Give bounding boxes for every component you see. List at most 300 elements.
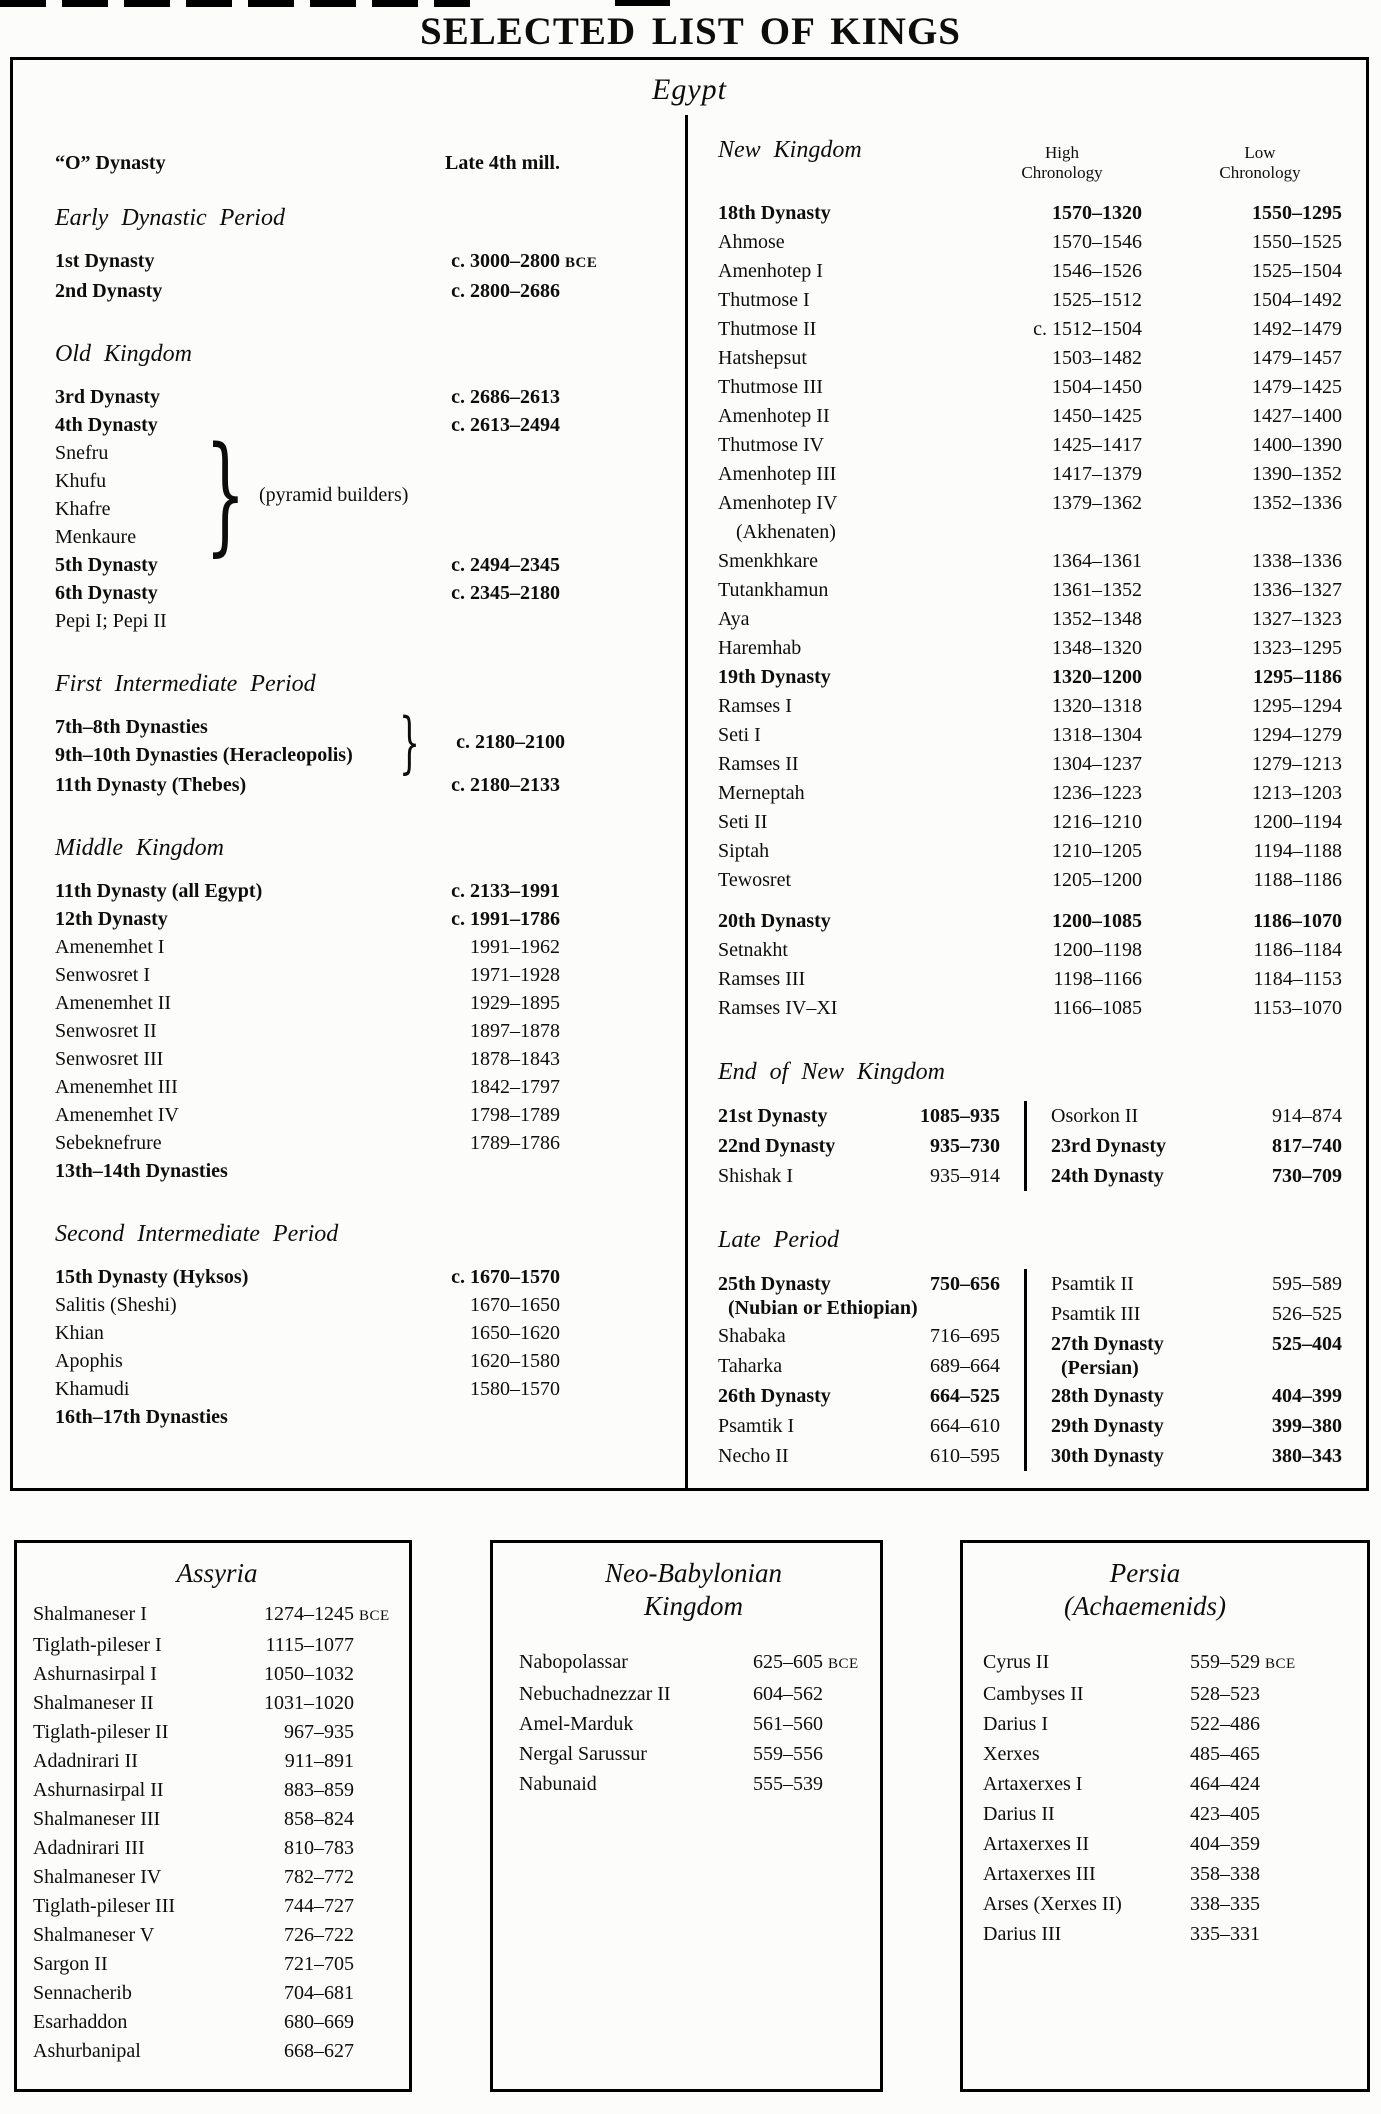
high-chronology-date: 1417–1379 [1052, 463, 1142, 485]
table-row [517, 1647, 870, 1679]
king-name: Ashurnasirpal II [33, 1779, 164, 1801]
middle-kingdom-rows [55, 877, 613, 1185]
high-chronology-date: 1425–1417 [1052, 434, 1142, 456]
king-name: Tiglath-pileser II [33, 1721, 169, 1743]
table-row [33, 1660, 401, 1689]
king-name: 18th Dynasty [718, 202, 831, 224]
second-intermediate-rows [55, 1263, 613, 1431]
low-chronology-column-header: Low Chronology [1219, 143, 1301, 182]
high-chronology-date: 1210–1205 [1052, 840, 1142, 862]
high-chronology-date: 1318–1304 [1052, 724, 1142, 746]
era-label: BCE [359, 1608, 390, 1624]
table-row [33, 2008, 401, 2037]
dynasty-date: c. 3000–2800 [451, 250, 560, 272]
table-row [718, 808, 1342, 837]
king-name: Amenhotep III [718, 463, 837, 485]
high-chronology-date: 1352–1348 [1052, 608, 1142, 630]
dynasty-name: Osorkon II [1051, 1105, 1139, 1127]
king-name: Sebeknefrure [55, 1132, 162, 1154]
dynasty-name: 11th Dynasty (Thebes) [55, 774, 247, 796]
king-name: Thutmose III [718, 376, 823, 398]
king-date: 704–681 [284, 1982, 354, 2004]
dynasty-date: 610–595 [930, 1445, 1000, 1467]
king-name: Artaxerxes II [983, 1833, 1090, 1855]
king-name: Khamudi [55, 1378, 130, 1400]
king-name: Xerxes [983, 1743, 1040, 1765]
high-chronology-date: 1200–1198 [1052, 939, 1142, 961]
era-label: BCE [565, 255, 598, 271]
king-date: 1620–1580 [470, 1350, 560, 1372]
king-date: 559–556 [753, 1743, 823, 1765]
dynasty-date: c. 2800–2686 [451, 280, 560, 302]
king-name: Darius III [983, 1923, 1062, 1945]
dynasty-name: 2nd Dynasty [55, 280, 163, 302]
table-row [718, 1161, 1000, 1191]
dynasty-name: 9th–10th Dynasties (Heracleopolis) [55, 744, 353, 766]
dynasty-name: 23rd Dynasty [1051, 1135, 1167, 1157]
king-date: 1929–1895 [470, 992, 560, 1014]
neo-babylonian-section [490, 1540, 883, 2092]
end-nk-right-rows [1024, 1101, 1342, 1191]
king-date: 810–783 [284, 1837, 354, 1859]
table-row [983, 1647, 1307, 1679]
table-row [1051, 1269, 1342, 1299]
assyria-rows [33, 1600, 401, 2066]
high-chronology-date: 1364–1361 [1052, 550, 1142, 572]
king-date: 604–562 [753, 1683, 823, 1705]
assyria-section [14, 1540, 412, 2092]
table-row [718, 431, 1342, 460]
late-period-table [718, 1269, 1342, 1471]
dynasty-date: 664–525 [930, 1385, 1000, 1407]
king-date: 1798–1789 [470, 1104, 560, 1126]
old-kingdom-rows-2 [55, 551, 613, 635]
king-date: 625–605 [753, 1651, 823, 1673]
table-row [718, 1411, 1000, 1441]
table-row [718, 1351, 1000, 1381]
dynasty-name: 4th Dynasty [55, 414, 158, 436]
table-row [55, 1017, 613, 1045]
table-row [55, 1263, 613, 1291]
table-row [33, 1805, 401, 1834]
low-chronology-date: 1479–1425 [1252, 376, 1342, 398]
king-name: Amenemhet II [55, 992, 172, 1014]
table-row [718, 866, 1342, 895]
dynasty-name: 28th Dynasty [1051, 1385, 1164, 1407]
table-row [718, 907, 1342, 936]
king-name: Haremhab [718, 637, 802, 659]
table-row [718, 994, 1342, 1023]
high-chronology-date: 1198–1166 [1053, 968, 1142, 990]
king-name: Thutmose II [718, 318, 817, 340]
table-row [55, 933, 613, 961]
table-row [55, 771, 613, 799]
low-chronology-date: 1336–1327 [1252, 579, 1342, 601]
dynasty-name: 26th Dynasty [718, 1385, 831, 1407]
king-name: 15th Dynasty (Hyksos) [55, 1266, 249, 1288]
king-name: Ashurnasirpal I [33, 1663, 157, 1685]
high-chronology-date: 1205–1200 [1052, 869, 1142, 891]
king-name: Amenemhet I [55, 936, 165, 958]
dynasty-date: c. 2494–2345 [451, 554, 560, 576]
table-row [55, 579, 613, 607]
table-row [718, 750, 1342, 779]
king-name: Ahmose [718, 231, 785, 253]
king-name: Ashurbanipal [33, 2040, 141, 2062]
table-row [983, 1859, 1307, 1889]
table-row [55, 1291, 613, 1319]
low-chronology-date: 1550–1295 [1252, 202, 1342, 224]
dynasty-name: Shabaka [718, 1325, 786, 1347]
dynasty-date: 1085–935 [920, 1105, 1000, 1127]
dynasty-name: Shishak I [718, 1165, 793, 1187]
table-row [33, 1892, 401, 1921]
table-row [718, 1381, 1000, 1411]
table-row [1051, 1299, 1342, 1329]
table-row [55, 277, 613, 305]
high-chronology-date: 1320–1200 [1052, 666, 1142, 688]
table-row [718, 634, 1342, 663]
low-chronology-date: 1525–1504 [1252, 260, 1342, 282]
late-period-right-rows [1024, 1269, 1342, 1471]
table-row [983, 1679, 1307, 1709]
king-name: Esarhaddon [33, 2011, 128, 2033]
table-row [983, 1769, 1307, 1799]
end-of-new-kingdom-table [718, 1101, 1342, 1191]
king-name: Nabopolassar [519, 1651, 628, 1673]
table-row [718, 936, 1342, 965]
king-name: Ramses II [718, 753, 799, 775]
table-row [33, 1834, 401, 1863]
persia-title: Persia (Achaemenids) [1064, 1558, 1226, 1621]
section-heading-middle-kingdom: Middle Kingdom [55, 835, 224, 861]
table-row [718, 199, 1342, 228]
section-heading-new-kingdom: New Kingdom [718, 137, 862, 163]
table-row [55, 989, 613, 1017]
table-row [33, 1863, 401, 1892]
king-date: 423–405 [1190, 1803, 1260, 1825]
high-chronology-date: 1525–1512 [1052, 289, 1142, 311]
table-row [1051, 1329, 1342, 1381]
table-row [1051, 1161, 1342, 1191]
group-label: (pyramid builders) [259, 484, 409, 506]
table-row [718, 1101, 1000, 1131]
high-chronology-column-header: High Chronology [1021, 143, 1103, 182]
dynasty-date: 689–664 [930, 1355, 1000, 1377]
low-chronology-date: 1295–1186 [1253, 666, 1342, 688]
king-name: Darius I [983, 1713, 1048, 1735]
table-row [718, 692, 1342, 721]
table-row [1051, 1101, 1342, 1131]
low-chronology-date: 1294–1279 [1252, 724, 1342, 746]
brace-glyph: } [399, 703, 420, 781]
persia-rows [983, 1647, 1307, 1949]
king-date: 721–705 [284, 1953, 354, 1975]
table-row [718, 1131, 1000, 1161]
table-row [33, 1979, 401, 2008]
assyria-title: Assyria [176, 1558, 258, 1588]
king-date: 1650–1620 [470, 1322, 560, 1344]
king-date: 555–539 [753, 1773, 823, 1795]
king-date: 1991–1962 [470, 936, 560, 958]
king-date: 744–727 [284, 1895, 354, 1917]
king-name: Thutmose I [718, 289, 810, 311]
table-row [718, 605, 1342, 634]
low-chronology-date: 1194–1188 [1253, 840, 1342, 862]
table-row [33, 2037, 401, 2066]
king-date: 338–335 [1190, 1893, 1260, 1915]
table-row [718, 1321, 1000, 1351]
low-chronology-date: 1279–1213 [1252, 753, 1342, 775]
king-name: Ramses IV–XI [718, 997, 838, 1019]
dynasty-name: 22nd Dynasty [718, 1135, 836, 1157]
king-date: c. 2133–1991 [451, 880, 560, 902]
low-chronology-date: 1153–1070 [1252, 997, 1342, 1019]
king-date: 883–859 [284, 1779, 354, 1801]
table-row [33, 1631, 401, 1660]
dynasty-date: 935–914 [930, 1165, 1000, 1187]
dynasty-name: Psamtik II [1051, 1273, 1134, 1295]
king-date: 1897–1878 [470, 1020, 560, 1042]
dynasty-date: 595–589 [1272, 1273, 1342, 1295]
dynasty-date: Late 4th mill. [445, 152, 560, 174]
king-date: 1971–1928 [470, 964, 560, 986]
dynasty-date: 914–874 [1272, 1105, 1342, 1127]
dynasty-name: 24th Dynasty [1051, 1165, 1164, 1187]
king-name: Amenhotep II [718, 405, 830, 427]
king-date: 335–331 [1190, 1923, 1260, 1945]
king-name: Sennacherib [33, 1982, 132, 2004]
section-heading-end-of-new-kingdom: End of New Kingdom [718, 1059, 946, 1085]
section-heading-first-intermediate: First Intermediate Period [55, 671, 316, 697]
king-date: 1670–1650 [470, 1294, 560, 1316]
low-chronology-date: 1327–1323 [1252, 608, 1342, 630]
low-chronology-date: 1492–1479 [1252, 318, 1342, 340]
table-row [55, 905, 613, 933]
king-name: Darius II [983, 1803, 1055, 1825]
king-date: 726–722 [284, 1924, 354, 1946]
dynasty-date: 730–709 [1272, 1165, 1342, 1187]
king-name: Artaxerxes III [983, 1863, 1096, 1885]
table-row [55, 411, 613, 439]
table-row [983, 1739, 1307, 1769]
king-name: 20th Dynasty [718, 910, 831, 932]
king-name: Smenkhkare [718, 550, 818, 572]
king-name: Senwosret I [55, 964, 150, 986]
king-name: 12th Dynasty [55, 908, 168, 930]
king-name: Snefru [55, 442, 109, 464]
king-name: Adadnirari II [33, 1750, 138, 1772]
king-name: Nergal Sarussur [519, 1743, 647, 1765]
dynasty-name: 21st Dynasty [718, 1105, 828, 1127]
king-date: c. 1670–1570 [451, 1266, 560, 1288]
neo-babylonian-rows [517, 1647, 870, 1799]
high-chronology-date: 1503–1482 [1052, 347, 1142, 369]
king-name: Salitis (Sheshi) [55, 1294, 177, 1316]
king-date: 911–891 [284, 1750, 354, 1772]
neo-babylonian-title: Neo-Babylonian Kingdom [605, 1558, 782, 1621]
dynasty-date: c. 2686–2613 [451, 386, 560, 408]
king-date: 1580–1570 [470, 1378, 560, 1400]
table-row [517, 1679, 870, 1709]
table-row [55, 1347, 613, 1375]
high-chronology-date: 1361–1352 [1052, 579, 1142, 601]
king-date: 782–772 [284, 1866, 354, 1888]
low-chronology-date: 1400–1390 [1252, 434, 1342, 456]
scan-artifact [615, 0, 670, 6]
low-chronology-date: 1188–1186 [1253, 869, 1342, 891]
king-name: 13th–14th Dynasties [55, 1160, 228, 1182]
table-row [1051, 1131, 1342, 1161]
table-row [718, 373, 1342, 402]
table-row [718, 344, 1342, 373]
table-row [718, 1269, 1000, 1321]
scan-artifact [0, 0, 470, 7]
table-row [55, 961, 613, 989]
table-row [55, 877, 613, 905]
king-date: 1050–1032 [264, 1663, 354, 1685]
king-name: Amenemhet IV [55, 1104, 179, 1126]
king-date: 1878–1843 [470, 1048, 560, 1070]
new-kingdom-rows [718, 199, 1342, 1023]
table-row [55, 1101, 613, 1129]
king-date: 858–824 [284, 1808, 354, 1830]
dynasty-name: 25th Dynasty (Nubian or Ethiopian) [718, 1273, 918, 1319]
egypt-section [10, 57, 1369, 1491]
section-heading-early-dynastic: Early Dynastic Period [55, 205, 285, 231]
king-name: Amenhotep IV [718, 492, 838, 514]
king-date: 358–338 [1190, 1863, 1260, 1885]
dynasty-name: 7th–8th Dynasties [55, 716, 208, 738]
table-row [718, 663, 1342, 692]
table-row [718, 547, 1342, 576]
king-name: Shalmaneser I [33, 1603, 147, 1625]
low-chronology-date: 1390–1352 [1252, 463, 1342, 485]
table-row [55, 551, 613, 579]
table-row [55, 1045, 613, 1073]
era-label [565, 713, 613, 771]
king-name: Sargon II [33, 1953, 108, 1975]
era-label: BCE [1265, 1656, 1296, 1672]
high-chronology-date: c. 1512–1504 [1033, 318, 1142, 340]
low-chronology-date: 1295–1294 [1252, 695, 1342, 717]
high-chronology-date: 1570–1320 [1052, 202, 1142, 224]
table-row [1051, 1411, 1342, 1441]
table-row [55, 1073, 613, 1101]
king-name: Seti I [718, 724, 761, 746]
high-chronology-date: 1546–1526 [1052, 260, 1142, 282]
table-row [55, 1375, 613, 1403]
king-date: 1842–1797 [470, 1076, 560, 1098]
low-chronology-date: 1184–1153 [1253, 968, 1342, 990]
king-name: Menkaure [55, 526, 137, 548]
king-name: Amenhotep I [718, 260, 823, 282]
low-chronology-date: 1323–1295 [1252, 637, 1342, 659]
table-row [718, 460, 1342, 489]
high-chronology-date: 1504–1450 [1052, 376, 1142, 398]
high-chronology-date: 1450–1425 [1052, 405, 1142, 427]
table-row [718, 315, 1342, 344]
low-chronology-date: 1427–1400 [1252, 405, 1342, 427]
king-name: Hatshepsut [718, 347, 807, 369]
king-date: 559–529 [1190, 1651, 1260, 1673]
king-name: Amel-Marduk [519, 1713, 634, 1735]
king-date: 528–523 [1190, 1683, 1260, 1705]
dynasty-date: c. 2180–2100 [456, 730, 565, 753]
king-name: Amenemhet III [55, 1076, 178, 1098]
table-row [55, 149, 613, 177]
low-chronology-date: 1479–1457 [1252, 347, 1342, 369]
dynasty-name: Psamtik III [1051, 1303, 1141, 1325]
table-row [55, 1129, 613, 1157]
table-row [33, 1747, 401, 1776]
grouped-dynasties [55, 713, 399, 771]
dynasty-date: 525–404 [1272, 1333, 1342, 1355]
dynasty-date: 664–610 [930, 1415, 1000, 1437]
king-name: Tiglath-pileser I [33, 1634, 162, 1656]
king-name: Ramses I [718, 695, 792, 717]
dynasty-date: c. 2180–2133 [451, 774, 560, 796]
persia-section [960, 1540, 1370, 2092]
king-name: Tewosret [718, 869, 792, 891]
dynasty-name: Taharka [718, 1355, 783, 1377]
king-name: Merneptah [718, 782, 805, 804]
dynasty-name: 3rd Dynasty [55, 386, 161, 408]
table-row [55, 247, 613, 277]
dynasty-date: 750–656 [930, 1273, 1000, 1295]
old-kingdom-rows [55, 383, 613, 439]
dynasty-name: 29th Dynasty [1051, 1415, 1164, 1437]
table-row [983, 1709, 1307, 1739]
table-row [517, 1709, 870, 1739]
king-name: Nabunaid [519, 1773, 597, 1795]
table-row [33, 1776, 401, 1805]
table-row [1051, 1441, 1342, 1471]
table-row [517, 1739, 870, 1769]
dynasty-name: Pepi I; Pepi II [55, 610, 167, 632]
king-date: 668–627 [284, 2040, 354, 2062]
king-date: 1031–1020 [264, 1692, 354, 1714]
king-date: 1789–1786 [470, 1132, 560, 1154]
table-row [718, 965, 1342, 994]
late-period-left-rows [718, 1269, 1024, 1471]
table-row [1051, 1381, 1342, 1411]
table-row [33, 1689, 401, 1718]
king-date: 561–560 [753, 1713, 823, 1735]
king-name: 16th–17th Dynasties [55, 1406, 228, 1428]
king-name: Khufu [55, 470, 107, 492]
king-name: (Akhenaten) [736, 521, 836, 543]
first-intermediate-rows [55, 771, 613, 799]
dynasty-name: Necho II [718, 1445, 789, 1467]
egypt-right-column [688, 115, 1366, 1488]
king-date: 680–669 [284, 2011, 354, 2033]
table-row [983, 1889, 1307, 1919]
king-name: Arses (Xerxes II) [983, 1893, 1122, 1915]
table-row [55, 1157, 613, 1185]
king-name: Tiglath-pileser III [33, 1895, 176, 1917]
table-row [33, 1921, 401, 1950]
king-name: Shalmaneser IV [33, 1866, 162, 1888]
new-kingdom-header [718, 131, 1342, 183]
table-row [718, 286, 1342, 315]
dynasty-name: 5th Dynasty [55, 554, 158, 576]
low-chronology-date: 1352–1336 [1252, 492, 1342, 514]
egypt-columns [13, 115, 1366, 1488]
king-date: 1274–1245 [264, 1603, 354, 1625]
dynasty-name: 6th Dynasty [55, 582, 158, 604]
table-row [718, 257, 1342, 286]
